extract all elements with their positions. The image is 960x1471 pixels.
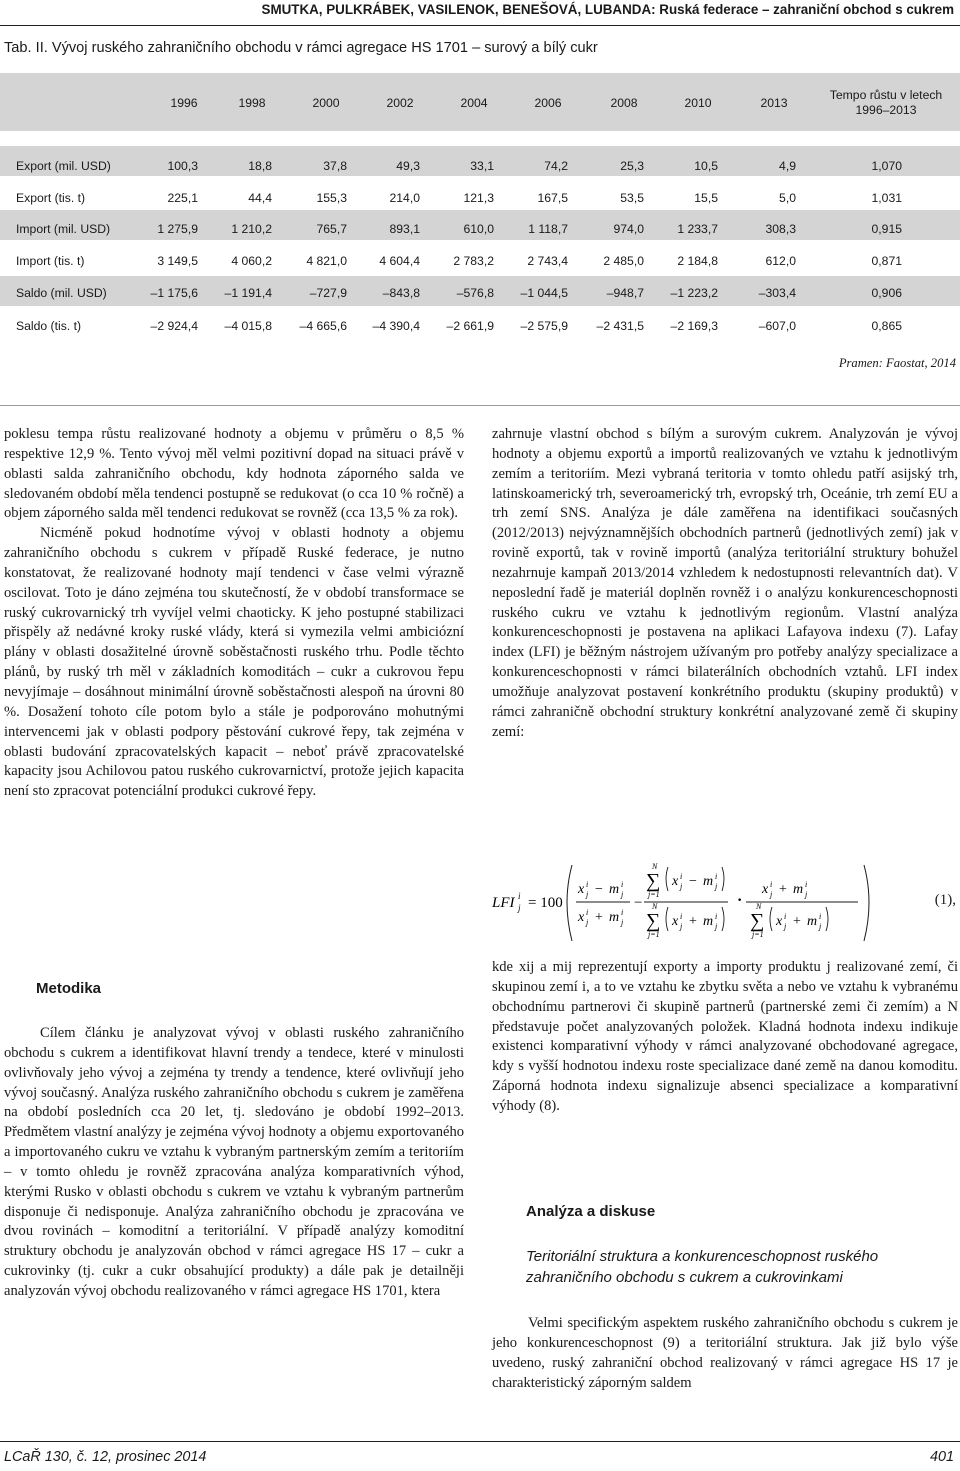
table-cell: –2 661,9 [446,319,494,333]
table-cell: 610,0 [463,222,494,236]
table-cell: –607,0 [758,319,796,333]
paragraph: poklesu tempa růstu realizované hodnoty a objemu v průměru o 8,5 % respektive 12,9 %. Tento vývoj měl velmi pozitivní dopad na situaci právě v oblasti salda zahraničního obchodu, kdy hodnota záporného salda ve sledovaném období měla tendenci postupně se redukovat (o cca 10 % ročně) a objem záporného salda měl tendenci redukovat se rovněž (cca 13,5 % za rok). [4,426,464,522]
table-cell: –4 665,6 [299,319,347,333]
table-cell: 612,0 [765,254,796,268]
table-cell: –303,4 [758,286,796,300]
row-label: Import (tis. t) [16,254,85,268]
svg-text:−: − [634,895,643,911]
row-label: Import (mil. USD) [16,222,111,236]
svg-text:m: m [793,882,804,897]
table-cell: 155,3 [316,191,347,205]
svg-text:j: j [621,918,624,927]
paragraph: Nicméně pokud hodnotíme vývoj v oblasti hodnoty a objemu zahraničního obchodu s cukrem v případě Ruské federace, je nutno konstatovat, že realizované hodnoty mají tendenci v čase velmi výrazně oscilovat. Toto je dáno zejména tou skutečností, že v období transformace se ruský cukrovarnický trh vyvíjel velmi chaoticky. K jeho postupné stabilizaci přispěly až nedávné kroky ruské vlády, která si vymezila velmi ambiciózní plány v oblasti dosažitelné úrovně soběstačnosti ruského trhu. Podle těchto plánů, by ruský trh měl v základních komoditách – cukr a cukrovou řepu nevyjímaje – dosáhnout minimální úrovně soběstačnosti alespoň na úrovni 80 %. Dosažení tohoto cíle potom bylo a stále je podporováno mohutnými intervencemi jak v oblasti podpory pěstování cukrové řepy, tak zejména v oblasti budování zpracovatelských kapacit – neboť právě zpracovatelské kapacity jsou Achilovou patou ruského cukrovarnictví, protože jejich kapacita není sto zpracovat potenciální produkci cukrové řepy. [4,525,464,800]
table-cell: –2 575,9 [520,319,568,333]
svg-text:j: j [715,922,718,931]
svg-text:i: i [680,912,683,921]
svg-text:i: i [518,891,521,901]
table-cell: 49,3 [396,159,420,173]
column-header: 1998 [238,96,266,110]
svg-text:j: j [715,882,718,891]
table-cell: 765,7 [316,222,347,236]
table-header [0,73,960,131]
svg-text:−: − [689,874,697,889]
svg-text:x: x [776,914,783,929]
section-rule [0,405,960,406]
growth-header-line: 1996–2013 [855,103,917,117]
svg-text:+: + [793,914,801,929]
table-row [0,312,960,342]
table-cell: 0,871 [871,254,902,268]
page-number: 401 [929,1449,954,1465]
svg-text:N: N [652,902,658,911]
column-header: 2004 [460,96,488,110]
svg-text:∑: ∑ [646,870,661,892]
table-cell: 37,8 [323,159,347,173]
svg-text:i: i [819,912,822,921]
heading-analysis: Analýza a diskuse [526,1203,656,1220]
subheading: Teritoriální struktura a konkurenceschopnost ruského zahraničního obchodu s cukrem a cukrovinkami [526,1248,879,1286]
svg-text:j: j [586,890,589,899]
header-rule [0,25,960,26]
svg-text:j=1: j=1 [648,930,660,939]
table-cell: 44,4 [248,191,272,205]
lafay-index-formula [492,857,958,947]
running-header: SMUTKA, PULKRÁBEK, VASILENOK, BENEŠOVÁ, LUBANDA: Ruská federace – zahraniční obchod s cukrem [261,2,954,17]
table-cell: 33,1 [470,159,494,173]
svg-text:m: m [703,874,714,889]
row-label: Export (mil. USD) [16,159,111,173]
journal-citation: LCaŘ 130, č. 12, prosinec 2014 [4,1449,207,1465]
right-column-text-2 [492,958,958,1117]
svg-text:∑: ∑ [750,910,765,932]
table-cell: 167,5 [537,191,568,205]
table-cell: –843,8 [382,286,420,300]
table-cell: –2 431,5 [596,319,644,333]
svg-text:x: x [762,882,769,897]
table-cell: 5,0 [779,191,796,205]
paragraph: kde xij a mij reprezentují exporty a importy produktu j realizované zemí, či skupinou zemí i, a to ve vztahu ke zbytku světa a nebo ve vztahu k vybranému obchodnímu partnerovi či skupině partnerů (partnerské zemi či zemím) a N představuje počet analyzovaných položek. Kladná hodnota indexu indikuje existenci komparativní výhody v rámci analyzované obchodované agregace, kdy s vyšší hodnotou indexu roste specializace dané země na danou komoditu. Záporná hodnota indexu signalizuje absenci specializace a komparativní výhody (8). [492,959,958,1114]
column-header: 2013 [760,96,788,110]
table-cell: –2 169,3 [670,319,718,333]
table-cell: 2 783,2 [453,254,494,268]
table-cell: 2 184,8 [677,254,718,268]
svg-text:∑: ∑ [646,910,661,932]
table-cell: 0,865 [871,319,902,333]
equation-number: (1), [934,892,956,908]
table-cell: 15,5 [694,191,718,205]
table-cell: 0,906 [871,286,902,300]
svg-text:−: − [595,882,603,897]
right-column-text-3 [492,1314,958,1393]
left-column-text [4,425,464,802]
table-cell: 4 821,0 [306,254,347,268]
table-caption: Tab. II. Vývoj ruského zahraničního obchodu v rámci agregace HS 1701 – surový a bílý cukr [4,40,598,56]
svg-text:i: i [680,872,683,881]
table-row [0,215,960,245]
svg-text:x: x [672,914,679,929]
column-header-growth [811,88,960,118]
svg-text:j: j [819,922,822,931]
svg-text:+: + [779,882,787,897]
right-column-text [492,425,958,743]
table-cell: –1 191,4 [224,286,272,300]
svg-text:j: j [680,922,683,931]
column-header: 2008 [610,96,638,110]
svg-text:N: N [652,862,658,871]
table-row [0,152,960,182]
svg-text:i: i [715,872,718,881]
table-cell: 25,3 [620,159,644,173]
table-cell: 74,2 [544,159,568,173]
svg-text:m: m [609,910,620,925]
svg-text:i: i [770,880,773,889]
svg-text:j: j [518,903,521,913]
svg-text:+: + [689,914,697,929]
table-cell: 4 060,2 [231,254,272,268]
svg-text:m: m [609,882,620,897]
table-source: Pramen: Faostat, 2014 [838,356,956,370]
svg-text:x: x [578,910,585,925]
table-cell: –948,7 [606,286,644,300]
table-cell: 3 149,5 [157,254,198,268]
svg-text:i: i [805,880,808,889]
svg-text:j=1: j=1 [752,930,764,939]
table-cell: 4 604,4 [379,254,420,268]
table-cell: 2 743,4 [527,254,568,268]
svg-text:+: + [595,910,603,925]
svg-text:N: N [756,902,762,911]
table-cell: 1,070 [871,159,902,173]
table-cell: 1 210,2 [231,222,272,236]
table-cell: 308,3 [765,222,796,236]
table-cell: –1 044,5 [520,286,568,300]
svg-text:x: x [672,874,679,889]
svg-text:LFI: LFI [492,895,515,911]
table-cell: 1,031 [871,191,902,205]
table-cell: 18,8 [248,159,272,173]
table-cell: 2 485,0 [603,254,644,268]
svg-text:m: m [703,914,714,929]
table-cell: 121,3 [463,191,494,205]
svg-text:= 100: = 100 [528,895,563,911]
svg-text:m: m [807,914,818,929]
table-cell: 0,915 [871,222,902,236]
table-cell: 100,3 [167,159,198,173]
table-cell: –727,9 [309,286,347,300]
column-header: 2002 [386,96,414,110]
table-cell: –1 175,6 [150,286,198,300]
table-cell: 1 233,7 [677,222,718,236]
formula-graphic [492,857,958,947]
heading-methodology: Metodika [36,980,102,997]
table-row [0,184,960,214]
growth-header-line: Tempo růstu v letech [829,88,943,102]
table-cell: 53,5 [620,191,644,205]
footer-rule [0,1441,960,1442]
table-cell: 214,0 [389,191,420,205]
column-header: 2010 [684,96,712,110]
table-cell: –2 924,4 [150,319,198,333]
row-label: Saldo (tis. t) [16,319,82,333]
paragraph: Cílem článku je analyzovat vývoj v oblasti ruského zahraničního obchodu s cukrem a identifikovat hlavní trendy a tendece, které v minulosti ovlivňovaly jeho vývoj a zejména ty trendy a tendence, které ovlivňují jeho vývoj současný. Analýza ruského zahraničního obchodu s cukrem je zaměřena na období posledních cca 20 let, tj. sledováno je období 1992–2013. Předmětem vlastní analýzy je zejména vývoj hodnoty a objemu exportovaného a importovaného cukru ve vztahu k vybraným partnerským zemím a teritoriím – v tomto ohledu je rovněž zpracována analýza komparativních výhod, kterými Rusko v oblasti obchodu s cukrem ve vztahu k vybraným partnerům disponuje či nedisponuje. Analýza zahraničního obchodu je zpracována ve dvou rovinách – komoditní a teritoriální. V případě analýzy komoditní struktury obchodu je analyzován obchod v rámci agregace HS 17 – cukr a cukrovinky (tj. cukr a cukr obsahující produkty) a dále pak je detailněji analyzován vývoj obchodu realizovaného v rámci agregace HS 1701, ktera [4,1025,464,1299]
table-row [0,279,960,309]
svg-text:i: i [621,880,624,889]
svg-text:j: j [680,882,683,891]
svg-text:j: j [770,890,773,899]
svg-text:·: · [736,887,744,912]
table-cell: 893,1 [389,222,420,236]
svg-text:i: i [621,908,624,917]
column-header: 1996 [170,96,198,110]
svg-text:i: i [784,912,787,921]
table-cell: 1 275,9 [157,222,198,236]
svg-text:j=1: j=1 [648,890,660,899]
table-cell: 225,1 [167,191,198,205]
table-cell: –4 015,8 [224,319,272,333]
table-cell: 4,9 [779,159,796,173]
row-label: Export (tis. t) [16,191,86,205]
svg-text:x: x [578,882,585,897]
svg-text:i: i [715,912,718,921]
svg-text:j: j [805,890,808,899]
column-header: 2000 [312,96,340,110]
table-cell: –1 223,2 [670,286,718,300]
paragraph: zahrnuje vlastní obchod s bílým a surovým cukrem. Analyzován je vývoj hodnoty a objemu exportů a importů realizovaných ve vztahu k jednotlivým zemím a teritoriím. Mezi vybraná teritoria v tomto ohledu patří asijský trh, latinskoamerický trh, severoamerický trh, evropský trh, Oceánie, trh zemí EU a trh zemí SNS. Analýza je dále zaměřena na identifikaci současných (2012/2013) nejvýznamnějších obchodních partnerů (jednotlivých zemí) jak v rovině exportů, tak v rovině importů (analýza teritoriální struktury bohužel nezahrnuje kampaň 2013/2014 vzhledem k nedostupnosti relevantních dat). V neposlední řadě je materiál doplněn rovněž i o analýzu konkurenceschopnosti ruského cukru ve vztahu k jednotlivým regionům. Vlastní analýza konkurenceschopnosti je postavena na aplikaci Lafayova indexu (7). Lafay index (LFI) je běžným nástrojem užívaným pro potřeby analýzy specializace a konkurenceschopnosti v rámci bilaterálních obchodních vztahů. LFI index umožňuje analyzovat postavení konkrétního produktu (skupiny produktů) v rámci zahraničně obchodní struktury konkrétní analyzované země či skupiny zemí: [492,426,958,740]
column-header: 2006 [534,96,562,110]
svg-text:i: i [586,880,589,889]
table-cell: 974,0 [613,222,644,236]
paragraph: Velmi specifickým aspektem ruského zahraničního obchodu s cukrem je jeho konkurenceschopnost (9) a teritoriální struktura. Jak již bylo výše uvedeno, ruský zahraniční obchod realizovaný v rámci agregace HS 17 je charakteristický záporným saldem [492,1315,958,1391]
svg-text:j: j [784,922,787,931]
table-row [0,247,960,277]
svg-text:j: j [586,918,589,927]
table-cell: 10,5 [694,159,718,173]
method-text [4,1024,464,1302]
table-cell: 1 118,7 [528,222,568,236]
row-label: Saldo (mil. USD) [16,286,107,300]
table-cell: –576,8 [456,286,494,300]
svg-text:i: i [586,908,589,917]
table-cell: –4 390,4 [372,319,420,333]
svg-text:j: j [621,890,624,899]
